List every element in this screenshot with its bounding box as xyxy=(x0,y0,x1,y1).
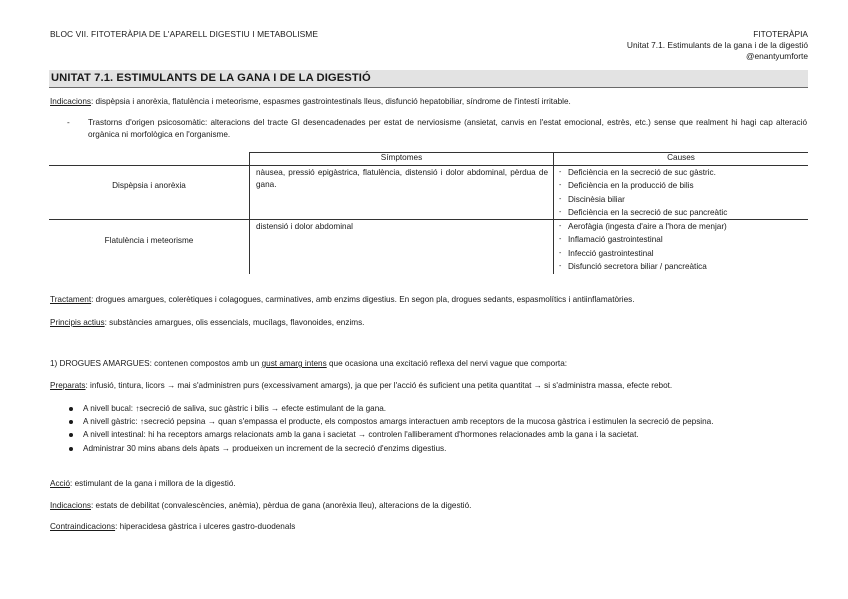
header-author: @enantyumforte xyxy=(745,51,808,61)
cause-item: - Infecció gastrointestinal xyxy=(559,247,727,260)
principis-label: Principis actius xyxy=(50,318,105,327)
row-1-symptoms: nàusea, pressió epigàstrica, flatulència, distensió i dolor abdominal, pèrdua de gana. xyxy=(256,168,548,189)
contraindicacions-label: Contraindicacions xyxy=(50,522,116,531)
row-1-condition: Dispèpsia i anorèxia xyxy=(112,181,186,190)
bullet-item: A nivell bucal: ↑secreció de saliva, suc gàstric i bilis → efecte estimulant de la gana. xyxy=(67,403,808,415)
accio-paragraph xyxy=(50,479,236,488)
principis-paragraph xyxy=(50,318,364,327)
cause-item: - Aerofàgia (ingesta d'aire a l'hora de menjar) xyxy=(559,220,727,233)
cause-item: - Deficiència en la producció de bilis xyxy=(559,179,727,192)
dash-marker: - xyxy=(67,118,70,127)
effects-bullet-list xyxy=(67,403,808,456)
header-causes: Causes xyxy=(667,153,695,162)
bullet-item: A nivell gàstric: ↑secreció pepsina → quan s'empassa el producte, els compostos amargs interactuen amb receptors de la mucosa gàstrica i estimulen la secreció de pepsina. xyxy=(67,416,808,428)
indicacions2-paragraph xyxy=(50,501,471,510)
table-divider-1 xyxy=(249,152,250,274)
bullet-item: Administrar 30 mins abans dels àpats → produeixen un increment de la secreció d'enzims digestius. xyxy=(67,443,808,455)
cause-item: - Disfunció secretora biliar / pancreàtica xyxy=(559,260,727,273)
drogues-amargues-paragraph xyxy=(50,359,567,368)
header-unit: Unitat 7.1. Estimulants de la gana i de la digestió xyxy=(626,40,808,50)
psychosomatic-item xyxy=(67,117,807,140)
indicacions-paragraph xyxy=(50,97,571,106)
accio-label: Acció xyxy=(50,479,71,488)
row-2-causes xyxy=(559,220,727,273)
header-right xyxy=(627,29,808,62)
drogues-suffix: que ocasiona una excitació reflexa del nervi vague que comporta: xyxy=(326,359,568,368)
bullet-item: A nivell intestinal: hi ha receptors amargs relacionats amb la gana i sacietat → controlen l'alliberament d'hormones relacionades amb la gana i la sacietat. xyxy=(67,429,808,441)
indicacions-text: : dispèpsia i anorèxia, flatulència i meteorisme, espasmes gastrointestinals lleus, disfunció hepatobiliar, síndrome de l'intestí irritable. xyxy=(90,97,571,106)
drogues-prefix: 1) DROGUES AMARGUES: contenen compostos amb un xyxy=(50,359,262,368)
table-divider-2 xyxy=(553,152,554,274)
indicacions-label: Indicacions xyxy=(50,97,91,106)
tractament-label: Tractament xyxy=(50,295,92,304)
cause-item: - Discinèsia biliar xyxy=(559,193,727,206)
psychosomatic-text: Trastorns d'origen psicosomàtic: alteracions del tracte GI desencadenades per estat de nerviosisme (ansietat, canvis en l'estat emocional, estrès, etc.) sense que realment hi hagi cap alteració orgànica ni morfològica en l'organisme. xyxy=(88,118,807,139)
preparats-paragraph xyxy=(50,381,672,390)
row-2-condition: Flatulència i meteorisme xyxy=(104,236,194,245)
unit-title-bar xyxy=(49,70,808,88)
principis-text: : substàncies amargues, olis essencials, mucílags, flavonoides, enzims. xyxy=(104,318,365,327)
drogues-underlined: gust amarg intens xyxy=(261,359,327,368)
indicacions2-label: Indicacions xyxy=(50,501,91,510)
indicacions2-text: : estats de debilitat (convalescències, anèmia), pèrdua de gana (anorèxia lleu), alteracions de la digestió. xyxy=(90,501,472,510)
contraindicacions-text: : hiperacidesa gàstrica i ulceres gastro-duodenals xyxy=(115,522,296,531)
symptoms-causes-table xyxy=(49,152,808,274)
cause-item: - Inflamació gastrointestinal xyxy=(559,233,727,246)
tractament-paragraph xyxy=(50,295,635,304)
cause-item: - Deficiència en la secreció de suc pancreàtic xyxy=(559,206,727,219)
preparats-label: Preparats xyxy=(50,381,86,390)
unit-title: UNITAT 7.1. ESTIMULANTS DE LA GANA I DE LA DIGESTIÓ xyxy=(51,72,371,84)
header-symptoms: Símptomes xyxy=(380,153,423,162)
row-1-causes xyxy=(559,166,727,219)
preparats-text: : infusió, tintura, licors → mai s'administren purs (excessivament amargs), ja que per l'acció és suficient una petita quantitat → si s'administra massa, efecte rebot. xyxy=(85,381,673,390)
row-2-symptoms: distensió i dolor abdominal xyxy=(256,222,353,231)
contraindicacions-paragraph xyxy=(50,522,295,531)
header-block-title: BLOC VII. FITOTERÀPIA DE L'APARELL DIGESTIU I METABOLISME xyxy=(50,29,319,39)
cause-item: - Deficiència en la secreció de suc gàstric. xyxy=(559,166,727,179)
accio-text: : estimulant de la gana i millora de la digestió. xyxy=(70,479,236,488)
tractament-text: : drogues amargues, colerètiques i colagogues, carminatives, amb enzims digestius. En segon pla, drogues sedants, espasmolítics i antiinflamatòries. xyxy=(91,295,635,304)
header-subject: FITOTERÀPIA xyxy=(753,29,808,39)
